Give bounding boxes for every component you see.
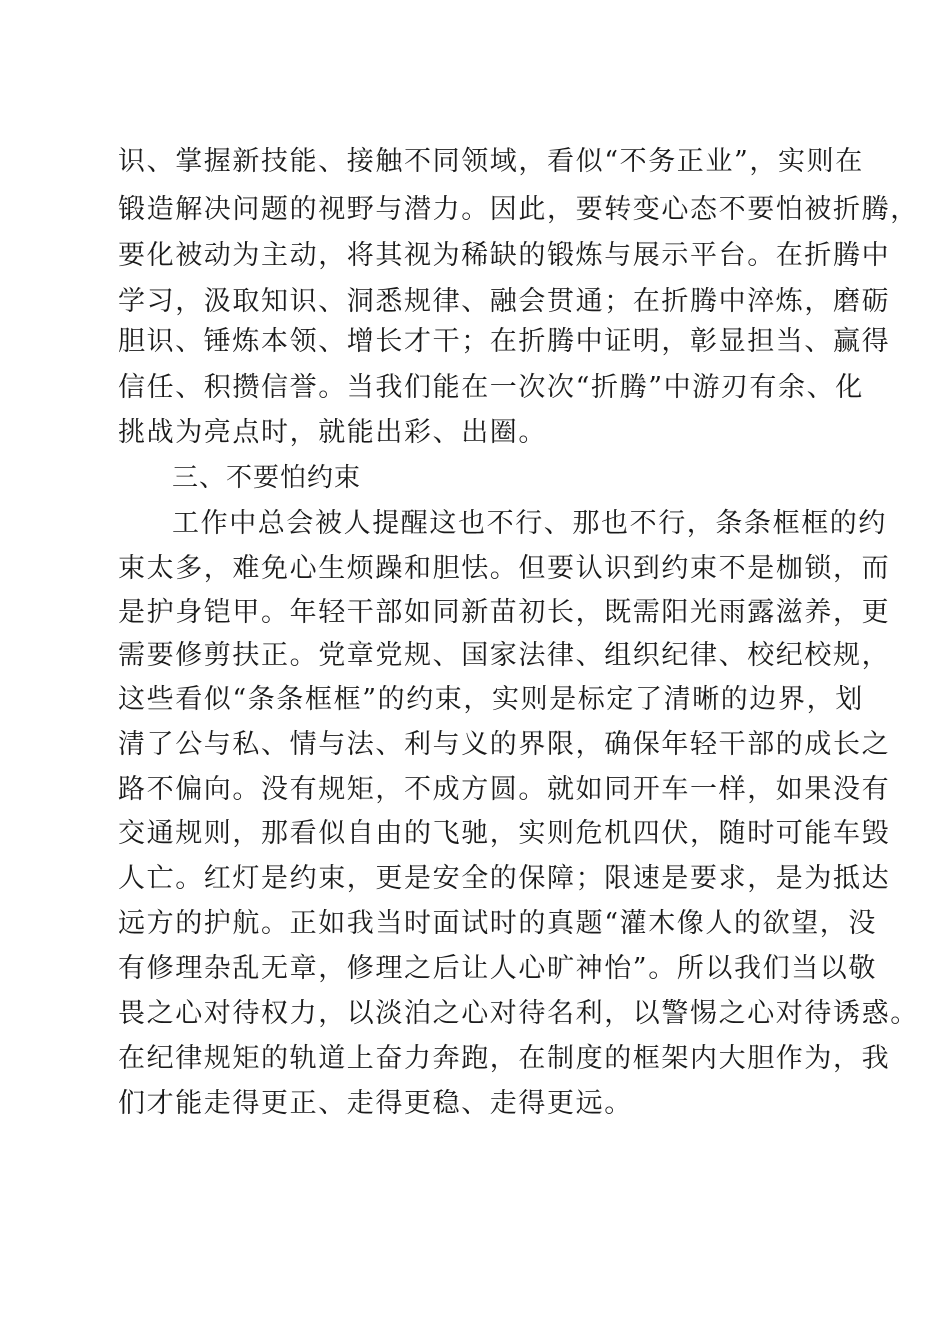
paragraph-line: 锻造解决问题的视野与潜力。因此，要转变心态不要怕被折腾， <box>118 194 919 225</box>
paragraph-line: 畏之心对待权力，以淡泊之心对待名利，以警惕之心对待诱惑。 <box>118 998 919 1029</box>
paragraph-line: 这些看似“条条框框”的约束，实则是标定了清晰的边界，划 <box>118 684 864 715</box>
section-heading: 三、不要怕约束 <box>172 463 362 493</box>
paragraph-line: 识、掌握新技能、接触不同领域，看似“不务正业”，实则在 <box>118 146 864 177</box>
paragraph-line: 挑战为亮点时，就能出彩、出圈。 <box>118 417 547 448</box>
paragraph-line: 清了公与私、情与法、利与义的界限，确保年轻干部的成长之 <box>118 729 891 760</box>
paragraph-line: 人亡。红灯是约束，更是安全的保障；限速是要求，是为抵达 <box>118 863 891 894</box>
paragraph-line: 工作中总会被人提醒这也不行、那也不行，条条框框的约 <box>172 508 887 539</box>
paragraph-line: 远方的护航。正如我当时面试时的真题“灌木像人的欲望，没 <box>118 908 878 939</box>
paragraph-line: 束太多，难免心生烦躁和胆怯。但要认识到约束不是枷锁，而 <box>118 553 891 584</box>
paragraph-line: 要化被动为主动，将其视为稀缺的锻炼与展示平台。在折腾中 <box>118 240 891 271</box>
paragraph-line: 是护身铠甲。年轻干部如同新苗初长，既需阳光雨露滋养，更 <box>118 597 891 628</box>
paragraph-line: 路不偏向。没有规矩，不成方圆。就如同开车一样，如果没有 <box>118 774 891 805</box>
paragraph-line: 有修理杂乱无章，修理之后让人心旷神怡”。所以我们当以敬 <box>118 953 878 984</box>
paragraph-line: 学习，汲取知识、洞悉规律、融会贯通；在折腾中淬炼，磨砺 <box>118 286 891 317</box>
paragraph-line: 信任、积攒信誉。当我们能在一次次“折腾”中游刃有余、化 <box>118 372 864 403</box>
paragraph-line: 胆识、锤炼本领、增长才干；在折腾中证明，彰显担当、赢得 <box>118 326 891 357</box>
paragraph-line: 交通规则，那看似自由的飞驰，实则危机四伏，随时可能车毁 <box>118 818 891 849</box>
paragraph-line: 们才能走得更正、走得更稳、走得更远。 <box>118 1088 633 1119</box>
paragraph-line: 在纪律规矩的轨道上奋力奔跑，在制度的框架内大胆作为，我 <box>118 1043 891 1074</box>
paragraph-line: 需要修剪扶正。党章党规、国家法律、组织纪律、校纪校规， <box>118 640 891 671</box>
